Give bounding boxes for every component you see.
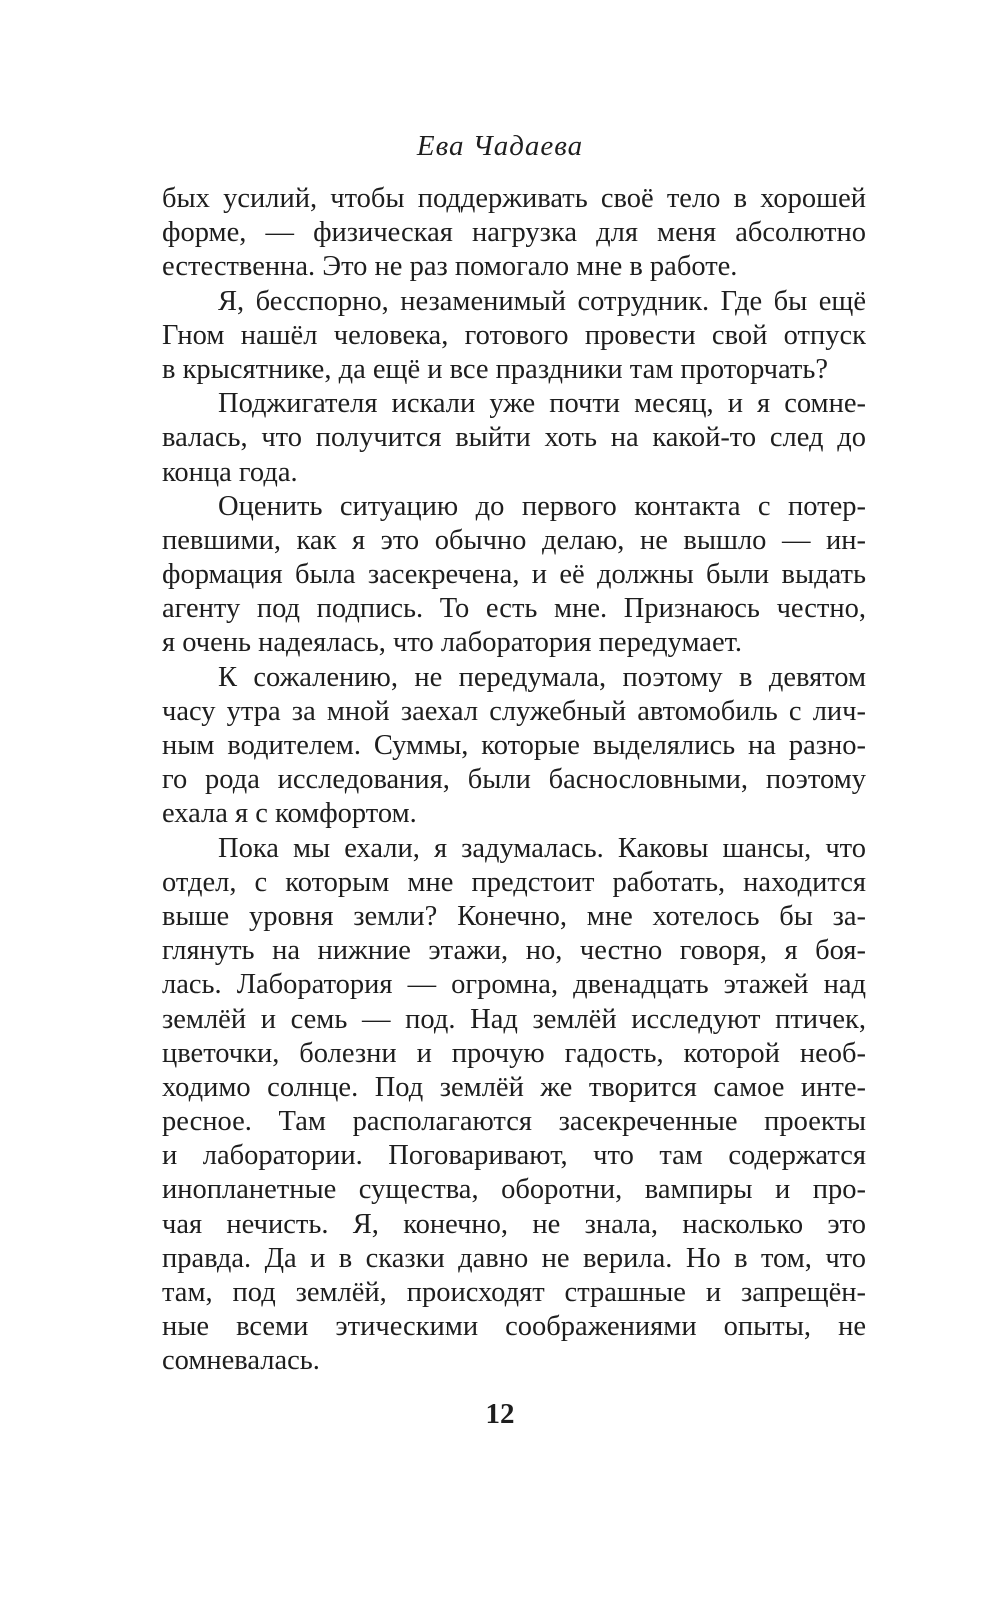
text-line: инопланетные существа, оборотни, вампиры и про- (162, 1174, 866, 1206)
text-line: сомневалась. (162, 1345, 320, 1377)
text-line: певшими, как я это обычно делаю, не вышло — ин- (162, 524, 866, 556)
text-line: бых усилий, чтобы поддерживать своё тело в хорошей (162, 183, 866, 214)
page-number: 12 (485, 1398, 515, 1430)
text-line: землёй и семь — под. Над землёй исследуют птичек, (162, 1003, 866, 1035)
paragraph (162, 285, 866, 388)
text-line: естественна. Это не раз помогало мне в работе. (162, 251, 738, 283)
text-line: и лаборатории. Поговаривают, что там содержатся (162, 1140, 866, 1172)
text-line: форме, — физическая нагрузка для меня абсолютно (162, 217, 866, 249)
text-line: чая нечисть. Я, конечно, не знала, насколько это (162, 1208, 866, 1240)
paragraph (162, 182, 866, 285)
text-line: ресное. Там располагаются засекреченные проекты (162, 1106, 866, 1138)
text-line: лась. Лаборатория — огромна, двенадцать этажей над (162, 969, 866, 1001)
text-line: го рода исследования, были баснословными, поэтому (162, 764, 866, 796)
text-line: я очень надеялась, что лаборатория передумает. (162, 627, 743, 659)
text-line: Я, бесспорно, незаменимый сотрудник. Где бы ещё (218, 285, 866, 317)
text-line: ходимо солнце. Под землёй же творится самое инте- (162, 1071, 866, 1103)
text-line: выше уровня земли? Конечно, мне хотелось бы за- (162, 900, 866, 932)
paragraph (162, 661, 866, 832)
paragraph (162, 832, 866, 1379)
text-line: там, под землёй, происходят страшные и запрещён- (162, 1277, 866, 1308)
text-line: Оценить ситуацию до первого контакта с потер- (218, 490, 866, 522)
paragraph (162, 387, 866, 490)
text-line: агенту под подпись. То есть мне. Признаюсь честно, (162, 593, 866, 625)
text-line: ехала я с комфортом. (162, 798, 417, 830)
text-line: конца года. (162, 456, 298, 488)
text-line: отдел, с которым мне предстоит работать, находится (162, 866, 866, 898)
text-line: в крысятнике, да ещё и все праздники там проторчать? (162, 353, 828, 385)
text-line: К сожалению, не передумала, поэтому в девятом (218, 661, 866, 693)
paragraph (162, 490, 866, 661)
text-line: Пока мы ехали, я задумалась. Каковы шансы, что (218, 832, 866, 864)
text-line: глянуть на нижние этажи, но, честно говоря, я боя- (162, 935, 866, 967)
text-line: ным водителем. Суммы, которые выделялись на разно- (162, 730, 866, 761)
text-line: правда. Да и в сказки давно не верила. Но в том, что (162, 1242, 866, 1274)
text-line: Гном нашёл человека, готового провести свой отпуск (162, 319, 866, 351)
text-line: Поджигателя искали уже почти месяц, и я сомне- (218, 388, 866, 420)
text-line: ные всеми этическими соображениями опыты, не (162, 1311, 866, 1343)
text-line: часу утра за мной заехал служебный автомобиль с лич- (162, 695, 866, 727)
running-head: Ева Чадаева (416, 130, 584, 162)
text-line: формация была засекречена, и её должны были выдать (162, 559, 866, 591)
body-text (162, 182, 866, 1379)
text-line: цветочки, болезни и прочую гадость, которой необ- (162, 1037, 866, 1069)
text-line: валась, что получится выйти хоть на какой-то след до (162, 422, 866, 454)
